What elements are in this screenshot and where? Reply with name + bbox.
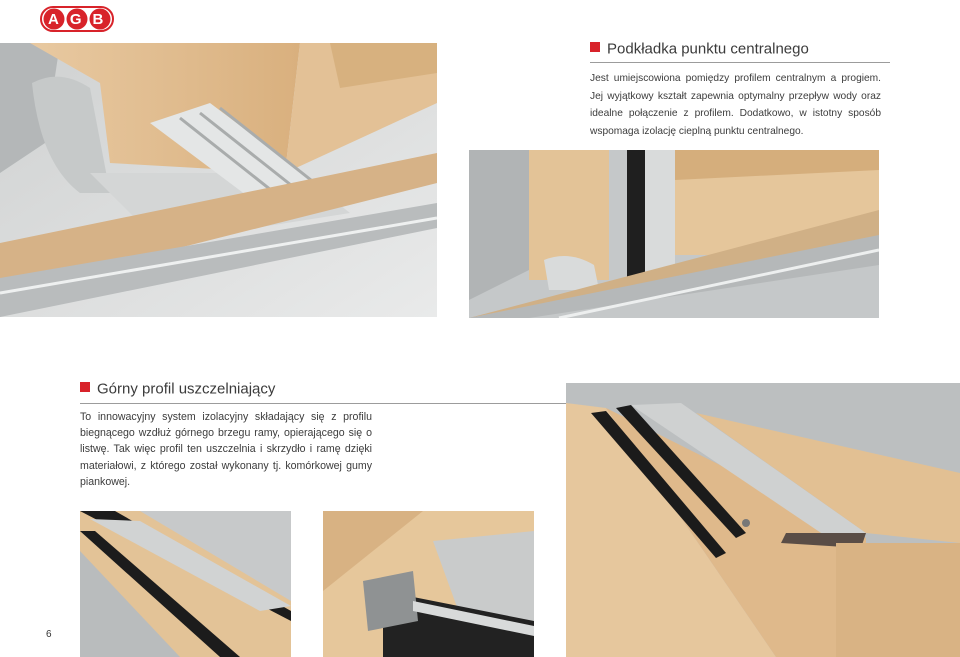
section1-heading <box>590 40 890 60</box>
section1-divider <box>590 62 890 63</box>
agb-logo <box>40 6 114 32</box>
section2-heading <box>80 380 566 400</box>
photo-upper-seal-profile <box>566 383 960 657</box>
section2-body: To innowacyjny system izolacyjny składający się z profilu biegnącego wzdłuż górnego brzegu ramy, opierającego się o listwę. Tak więc profil ten uszczelnia i skrzydło i ramę dzięki materiałowi, z którego został wykonany tj. komórkowej gumy piankowej. <box>80 411 372 488</box>
red-square-bullet-icon <box>80 382 90 392</box>
red-square-bullet-icon <box>590 42 600 52</box>
section1-title: Podkładka punktu centralnego <box>607 40 809 58</box>
section2-divider <box>80 403 566 404</box>
photo-seal-detail-left <box>80 511 291 657</box>
section2-title: Górny profil uszczelniający <box>97 380 276 398</box>
page-number: 6 <box>46 629 52 640</box>
photo-seal-detail-right <box>323 511 534 657</box>
photo-central-pad-closeup <box>0 43 437 317</box>
section1-body: Jest umiejscowiona pomiędzy profilem centralnym a progiem. Jej wyjątkowy kształt zapewnia optymalny przepływ wody oraz idealne połączenie z profilem. Dodatkowo, w istotny sposób wspomaga izolację cieplną punktu centralnego. <box>590 73 881 137</box>
logo-letters: AGB <box>48 10 115 28</box>
photo-central-pad-wide <box>469 150 879 318</box>
